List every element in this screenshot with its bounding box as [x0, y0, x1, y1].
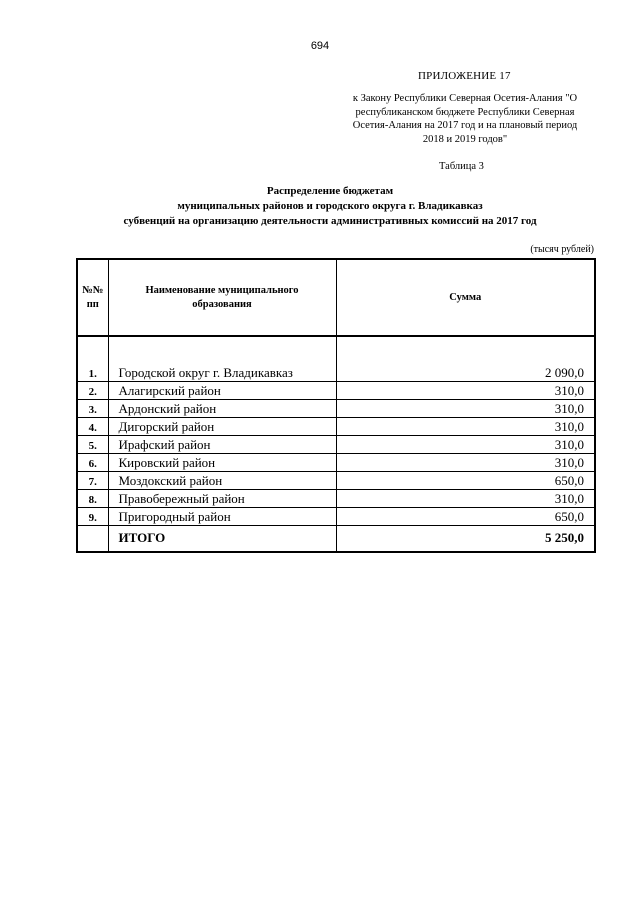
heading-line: муниципальных районов и городского округа г. Владикавказ	[177, 200, 483, 212]
law-reference-line: 2018 и 2019 годов"	[422, 133, 508, 145]
row-municipality: Моздокский район	[108, 471, 336, 489]
total-sum: 5 250,0	[336, 525, 595, 552]
row-number: 8.	[77, 489, 108, 507]
total-row	[77, 525, 595, 552]
units-note: (тысяч рублей)	[530, 244, 594, 255]
table-row	[77, 471, 595, 489]
row-sum: 650,0	[336, 471, 595, 489]
row-sum: 310,0	[336, 399, 595, 417]
header-municipality	[108, 259, 336, 336]
heading-line: Распределение бюджетам	[266, 185, 394, 197]
table-row	[77, 453, 595, 471]
law-reference-line: к Закону Республики Северная Осетия-Алания "О	[352, 93, 578, 104]
row-municipality: Ардонский район	[108, 399, 336, 417]
header-number-line: №№	[82, 284, 104, 296]
row-municipality: Правобережный район	[108, 489, 336, 507]
table-row	[77, 336, 595, 381]
row-number: 3.	[77, 399, 108, 417]
header-municipality-line: Наименование муниципального	[145, 284, 299, 296]
row-sum: 650,0	[336, 507, 595, 525]
header-municipality-line: образования	[192, 298, 252, 310]
row-municipality: Ирафский район	[108, 435, 336, 453]
page-number: 694	[310, 40, 330, 52]
row-sum: 310,0	[336, 417, 595, 435]
table-row	[77, 399, 595, 417]
row-municipality: Кировский район	[108, 453, 336, 471]
row-sum: 310,0	[336, 453, 595, 471]
row-number: 2.	[77, 381, 108, 399]
row-sum: 310,0	[336, 489, 595, 507]
appendix-title: ПРИЛОЖЕНИЕ 17	[418, 70, 511, 82]
header-number	[77, 259, 108, 336]
distribution-table	[76, 258, 596, 553]
row-municipality: Дигорский район	[108, 417, 336, 435]
table-row	[77, 417, 595, 435]
table-row	[77, 381, 595, 399]
law-reference	[320, 92, 610, 146]
row-sum: 2 090,0	[336, 336, 595, 381]
row-number: 5.	[77, 435, 108, 453]
table-label: Таблица 3	[439, 161, 484, 172]
row-number: 4.	[77, 417, 108, 435]
document-heading	[60, 184, 600, 229]
law-reference-line: Осетия-Алания на 2017 год и на плановый период	[352, 120, 578, 131]
header-number-line: пп	[86, 298, 99, 310]
row-number: 7.	[77, 471, 108, 489]
row-sum: 310,0	[336, 381, 595, 399]
row-municipality: Городской округ г. Владикавказ	[108, 336, 336, 381]
table-row	[77, 489, 595, 507]
row-number: 6.	[77, 453, 108, 471]
table-row	[77, 435, 595, 453]
total-label: ИТОГО	[108, 525, 336, 552]
row-municipality: Алагирский район	[108, 381, 336, 399]
table-row	[77, 507, 595, 525]
table-header-row	[77, 259, 595, 336]
law-reference-line: республиканском бюджете Республики Северная	[355, 106, 575, 118]
row-number: 9.	[77, 507, 108, 525]
header-sum: Сумма	[336, 259, 595, 336]
row-number: 1.	[77, 336, 108, 381]
total-number-cell	[77, 525, 108, 552]
row-municipality: Пригородный район	[108, 507, 336, 525]
row-sum: 310,0	[336, 435, 595, 453]
heading-line: субвенций на организацию деятельности административных комиссий на 2017 год	[123, 215, 537, 227]
